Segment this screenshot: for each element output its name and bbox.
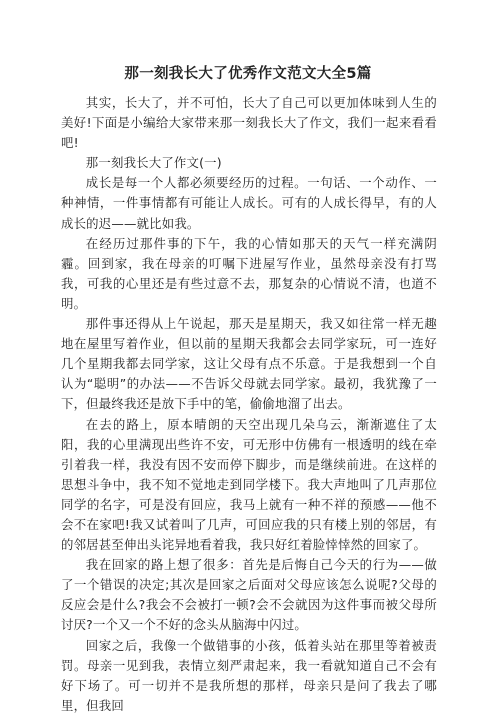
paragraph: 回家之后，我像一个做错事的小孩，低着头站在那里等着被责罚。母亲一见到我，表情立刻严肃起来，我一看就知道自己不会有好下场了。可一切并不是我所想的那样，母亲只是问了我去了哪里，但我回: [61, 637, 437, 713]
paragraph-intro: 其实，长大了，并不可怕，长大了自己可以更加体味到人生的美好!下面是小编给大家带来那一刻我长大了作文，我们一起来看看吧!: [61, 95, 437, 151]
paragraph: 成长是每一个人都必须要经历的过程。一句话、一个动作、一种神情，一件事情都有可能让人成长。可有的人成长得早，有的人成长的迟——就比如我。: [61, 175, 437, 231]
paragraph: 在经历过那件事的下午，我的心情如那天的天气一样充满阴霾。回到家，我在母亲的叮嘱下进屋写作业，虽然母亲没有打骂我，可我的心里还是有些过意不去，那复杂的心情说不清，也道不明。: [61, 235, 437, 311]
section-heading: 那一刻我长大了作文(一): [85, 155, 222, 171]
document-title: 那一刻我长大了优秀作文范文大全5篇: [124, 66, 372, 82]
paragraph: 我在回家的路上想了很多：首先是后悔自己今天的行为——做了一个错误的决定;其次是回家之后面对父母应该怎么说呢?父母的反应会是什么?我会不会被打一顿?会不会就因为这件事而被父母所讨厌?一个又一个不好的念头从脑海中闪过。: [61, 557, 437, 633]
document-body: [61, 93, 437, 716]
paragraph: 在去的路上，原本晴朗的天空出现几朵乌云，渐渐遮住了太阳，我的心里满现出些许不安，可无形中仿佛有一根透明的线在牵引着我一样，我没有因不安而停下脚步，而是继续前进。在这样的思想斗争中，我不知不觉地走到同学楼下。我大声地叫了几声那位同学的名字，可是没有回应，我马上就有一种不祥的预感——他不会不在家吧!我又试着叫了几声，可回应我的只有楼上别的邻居，有的邻居甚至伸出头诧异地看着我，我只好红着脸悻悻然的回家了。: [61, 416, 437, 553]
paragraph: 那件事还得从上午说起，那天是星期天，我又如往常一样无趣地在屋里写着作业，但以前的星期天我都会去同学家玩，可一连好几个星期我都去同学家，这让父母有点不乐意。于是我想到一个自认为“聪明”的办法——不告诉父母就去同学家。最初，我犹豫了一下，但最终我还是放下手中的笔，偷偷地溜了出去。: [61, 316, 437, 412]
